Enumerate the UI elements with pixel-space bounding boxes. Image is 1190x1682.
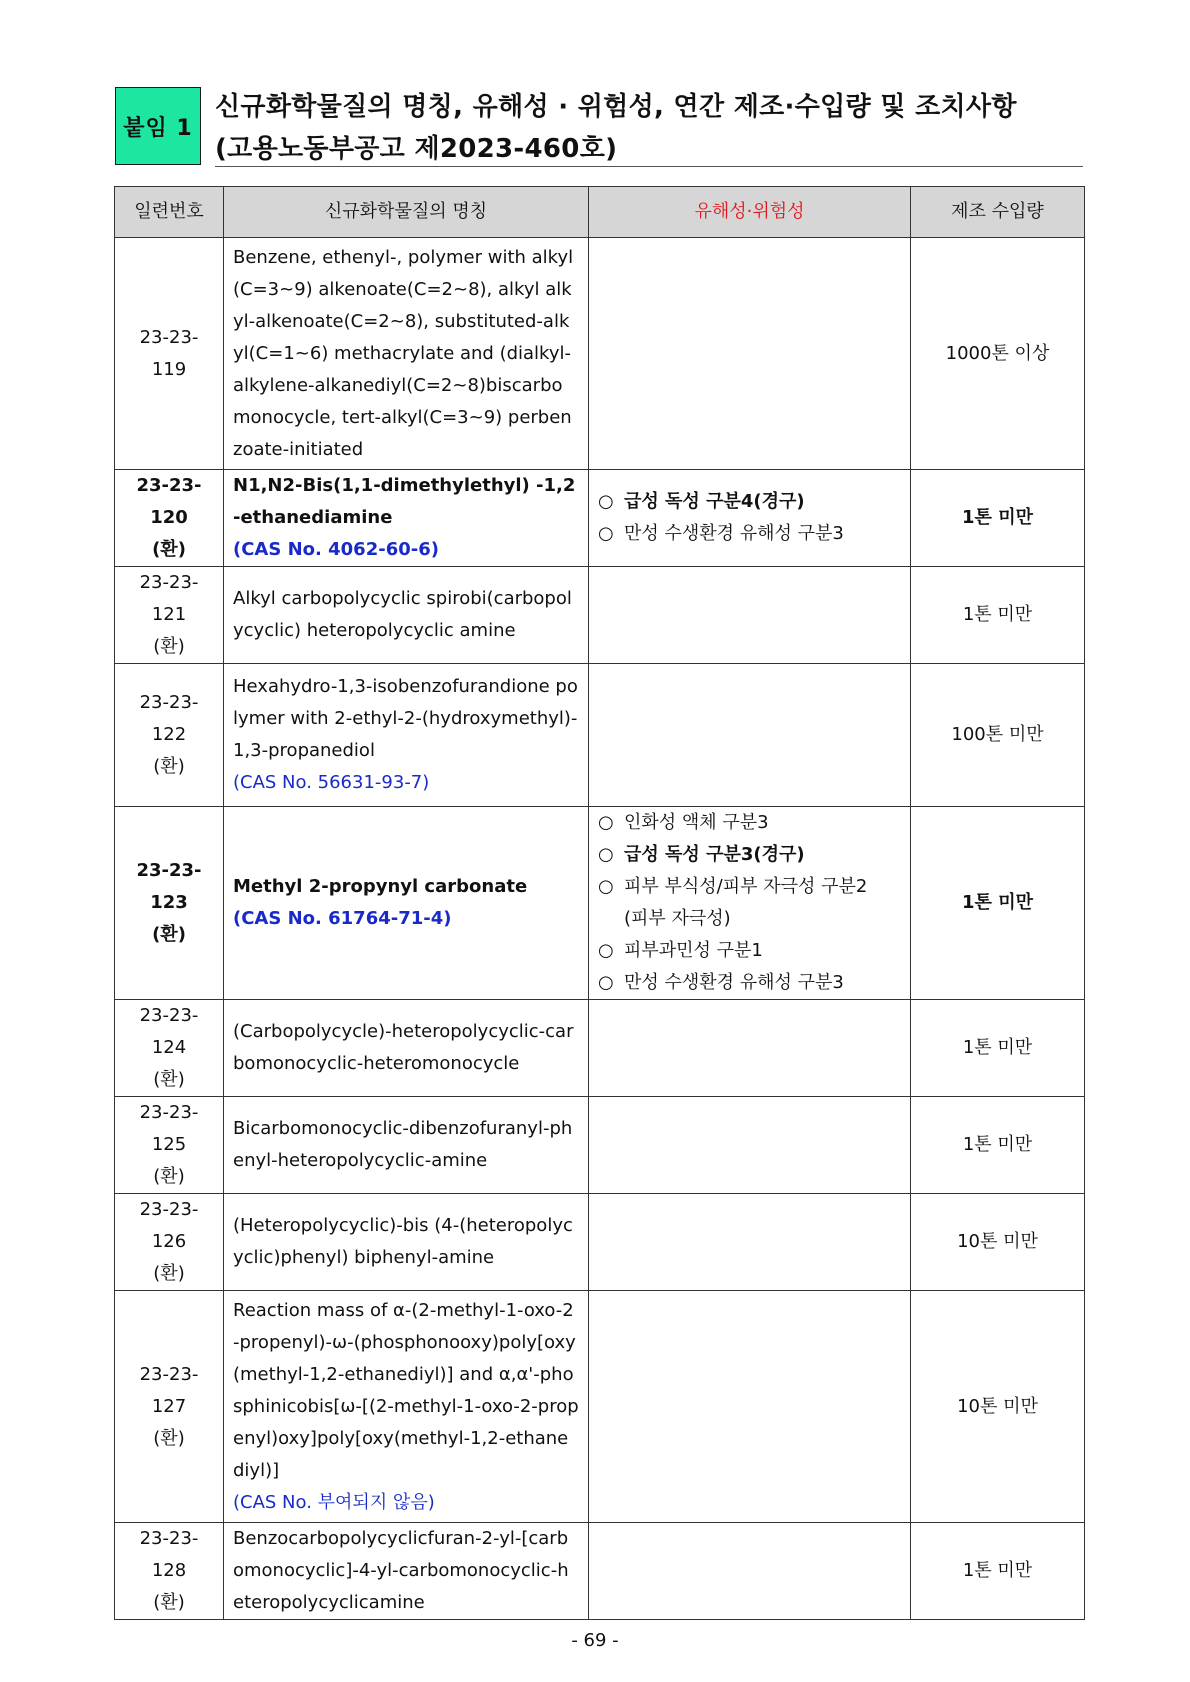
hazard-text: (피부 자극성) [624, 908, 731, 929]
serial-number: 23-23-123 [136, 860, 202, 913]
serial-suffix: (환) [152, 924, 186, 945]
serial-number: 23-23-128 [139, 1528, 199, 1581]
chemical-name-cell [224, 1097, 589, 1194]
chemical-name: Reaction mass of α-(2-methyl-1-oxo-2-propenyl)-ω-(phosphonooxy)poly[oxy(methyl-1,2-ethanediyl)] and α,α'-phosphinicobis[ω-[(2-methyl-1-oxo-2-propenyl)oxy]poly[oxy(methyl-1,2-ethanediyl)] [233, 1299, 579, 1481]
hazard-text: 인화성 액체 구분3 [624, 812, 769, 833]
chemical-name: Benzocarbopolycyclicfuran-2-yl-[carbomonocyclic]-4-yl-carbomonocyclic-heteropolycyclicamine [233, 1528, 569, 1613]
table-row [115, 1523, 1085, 1620]
cas-number: (CAS No. 4062-60-6) [233, 539, 439, 560]
cas-number: (CAS No. 56631-93-7) [233, 772, 430, 793]
table-row [115, 567, 1085, 664]
chemical-name-cell [224, 470, 589, 567]
table-row [115, 664, 1085, 807]
serial-number: 23-23-122 [139, 692, 199, 745]
amount-cell: 1톤 미만 [911, 1097, 1085, 1194]
cas-number: (CAS No. 61764-71-4) [233, 908, 452, 929]
chemical-name-cell [224, 664, 589, 807]
serial-number: 23-23-124 [139, 1005, 199, 1058]
chemical-name: Methyl 2-propynyl carbonate [233, 876, 528, 897]
serial-suffix: (환) [153, 1592, 185, 1613]
amount-cell: 1톤 미만 [911, 807, 1085, 1000]
circle-bullet-icon: ○ [598, 940, 614, 961]
chemical-name: (Carbopolycycle)-heteropolycyclic-carbomonocyclic-heteromonocycle [233, 1021, 574, 1074]
circle-bullet-icon: ○ [598, 491, 614, 512]
serial-cell [115, 470, 224, 567]
col-header-amount: 제조 수입량 [911, 187, 1085, 238]
serial-suffix: (환) [152, 539, 186, 560]
hazard-cell [589, 664, 911, 807]
chemical-name-cell [224, 1523, 589, 1620]
hazard-cell [589, 567, 911, 664]
serial-number: 23-23-119 [139, 326, 199, 380]
hazard-item [598, 967, 901, 999]
title-underline [215, 166, 1083, 167]
table-row [115, 1000, 1085, 1097]
table-row [115, 238, 1085, 470]
attachment-badge: 붙임 1 [115, 87, 201, 165]
chemical-name-cell [224, 807, 589, 1000]
serial-cell [115, 1194, 224, 1291]
serial-cell [115, 1523, 224, 1620]
chemical-name: Bicarbomonocyclic-dibenzofuranyl-phenyl-heteropolycyclic-amine [233, 1118, 573, 1171]
chemical-name: Benzene, ethenyl-, polymer with alkyl(C=3~9) alkenoate(C=2~8), alkyl alkyl-alkenoate(C=2~8), substituted-alkyl(C=1~6) methacrylate and (dialkyl-alkylene-alkanediyl(C=2~8)biscarbomonocycle, tert-alkyl(C=3~9) perbenzoate-initiated [233, 246, 574, 460]
table-row [115, 1097, 1085, 1194]
circle-bullet-icon: ○ [598, 844, 614, 865]
cas-number: (CAS No. 부여되지 않음) [233, 1491, 435, 1513]
serial-cell [115, 807, 224, 1000]
hazard-cell [589, 1194, 911, 1291]
hazard-item [598, 871, 901, 903]
chemical-name: Hexahydro-1,3-isobenzofurandione polymer with 2-ethyl-2-(hydroxymethyl)-1,3-propanediol [233, 676, 578, 761]
amount-cell: 1톤 미만 [911, 567, 1085, 664]
serial-suffix: (환) [153, 756, 185, 777]
table-row [115, 1291, 1085, 1523]
page-title: 신규화학물질의 명칭, 유해성 · 위험성, 연간 제조·수입량 및 조치사항 [215, 92, 1017, 122]
circle-bullet-icon: ○ [598, 972, 614, 993]
hazard-text: 급성 독성 구분4(경구) [624, 491, 805, 512]
chemical-name-cell [224, 1291, 589, 1523]
table-row [115, 470, 1085, 567]
hazard-cell [589, 238, 911, 470]
serial-suffix: (환) [153, 1427, 185, 1449]
hazard-item [598, 486, 901, 518]
table-header-row [115, 187, 1085, 238]
serial-suffix: (환) [153, 1263, 185, 1284]
serial-suffix: (환) [153, 1166, 185, 1187]
hazard-cell [589, 1097, 911, 1194]
amount-cell: 1000톤 이상 [911, 238, 1085, 470]
serial-cell [115, 1097, 224, 1194]
table-row [115, 1194, 1085, 1291]
chemical-name-cell [224, 567, 589, 664]
serial-number: 23-23-121 [139, 572, 199, 625]
serial-number: 23-23-127 [139, 1363, 199, 1417]
hazard-item [598, 839, 901, 871]
chemical-name-cell [224, 1000, 589, 1097]
hazard-text: 만성 수생환경 유해성 구분3 [624, 972, 844, 993]
amount-cell: 1톤 미만 [911, 470, 1085, 567]
table-row [115, 807, 1085, 1000]
serial-cell [115, 664, 224, 807]
amount-cell: 1톤 미만 [911, 1523, 1085, 1620]
col-header-hazard: 유해성·위험성 [589, 187, 911, 238]
chemical-name-cell [224, 1194, 589, 1291]
amount-cell: 10톤 미만 [911, 1291, 1085, 1523]
circle-bullet-icon: ○ [598, 523, 614, 544]
serial-cell [115, 238, 224, 470]
table-body [115, 238, 1085, 1620]
chemical-name: (Heteropolycyclic)-bis (4-(heteropolycyclic)phenyl) biphenyl-amine [233, 1215, 573, 1268]
col-header-serial: 일련번호 [115, 187, 224, 238]
serial-cell [115, 1000, 224, 1097]
hazard-cell [589, 1291, 911, 1523]
hazard-item [598, 903, 901, 935]
page-number: - 69 - [571, 1630, 619, 1651]
circle-bullet-icon: ○ [598, 876, 614, 897]
circle-bullet-icon: ○ [598, 812, 614, 833]
hazard-item [598, 935, 901, 967]
chemical-name: N1,N2-Bis(1,1-dimethylethyl) -1,2-ethanediamine [233, 475, 576, 528]
amount-cell: 100톤 미만 [911, 664, 1085, 807]
amount-cell: 1톤 미만 [911, 1000, 1085, 1097]
amount-cell: 10톤 미만 [911, 1194, 1085, 1291]
hazard-text: 피부과민성 구분1 [624, 940, 763, 961]
col-header-name: 신규화학물질의 명칭 [224, 187, 589, 238]
page-subtitle: (고용노동부공고 제2023-460호) [215, 134, 618, 164]
hazard-item [598, 518, 901, 550]
serial-suffix: (환) [153, 1069, 185, 1090]
hazard-text: 만성 수생환경 유해성 구분3 [624, 523, 844, 544]
serial-number: 23-23-120 [136, 475, 202, 528]
page-header [115, 84, 1083, 168]
serial-cell [115, 567, 224, 664]
hazard-item [598, 807, 901, 839]
hazard-cell [589, 807, 911, 1000]
chemical-name: Alkyl carbopolycyclic spirobi(carbopolycyclic) heteropolycyclic amine [233, 588, 572, 641]
hazard-cell [589, 1523, 911, 1620]
serial-suffix: (환) [153, 636, 185, 657]
chemical-name-cell [224, 238, 589, 470]
hazard-cell [589, 470, 911, 567]
serial-cell [115, 1291, 224, 1523]
hazard-cell [589, 1000, 911, 1097]
serial-number: 23-23-126 [139, 1199, 199, 1252]
hazard-text: 피부 부식성/피부 자극성 구분2 [624, 876, 868, 897]
hazard-text: 급성 독성 구분3(경구) [624, 844, 805, 865]
chemical-table [114, 186, 1085, 1620]
serial-number: 23-23-125 [139, 1102, 199, 1155]
